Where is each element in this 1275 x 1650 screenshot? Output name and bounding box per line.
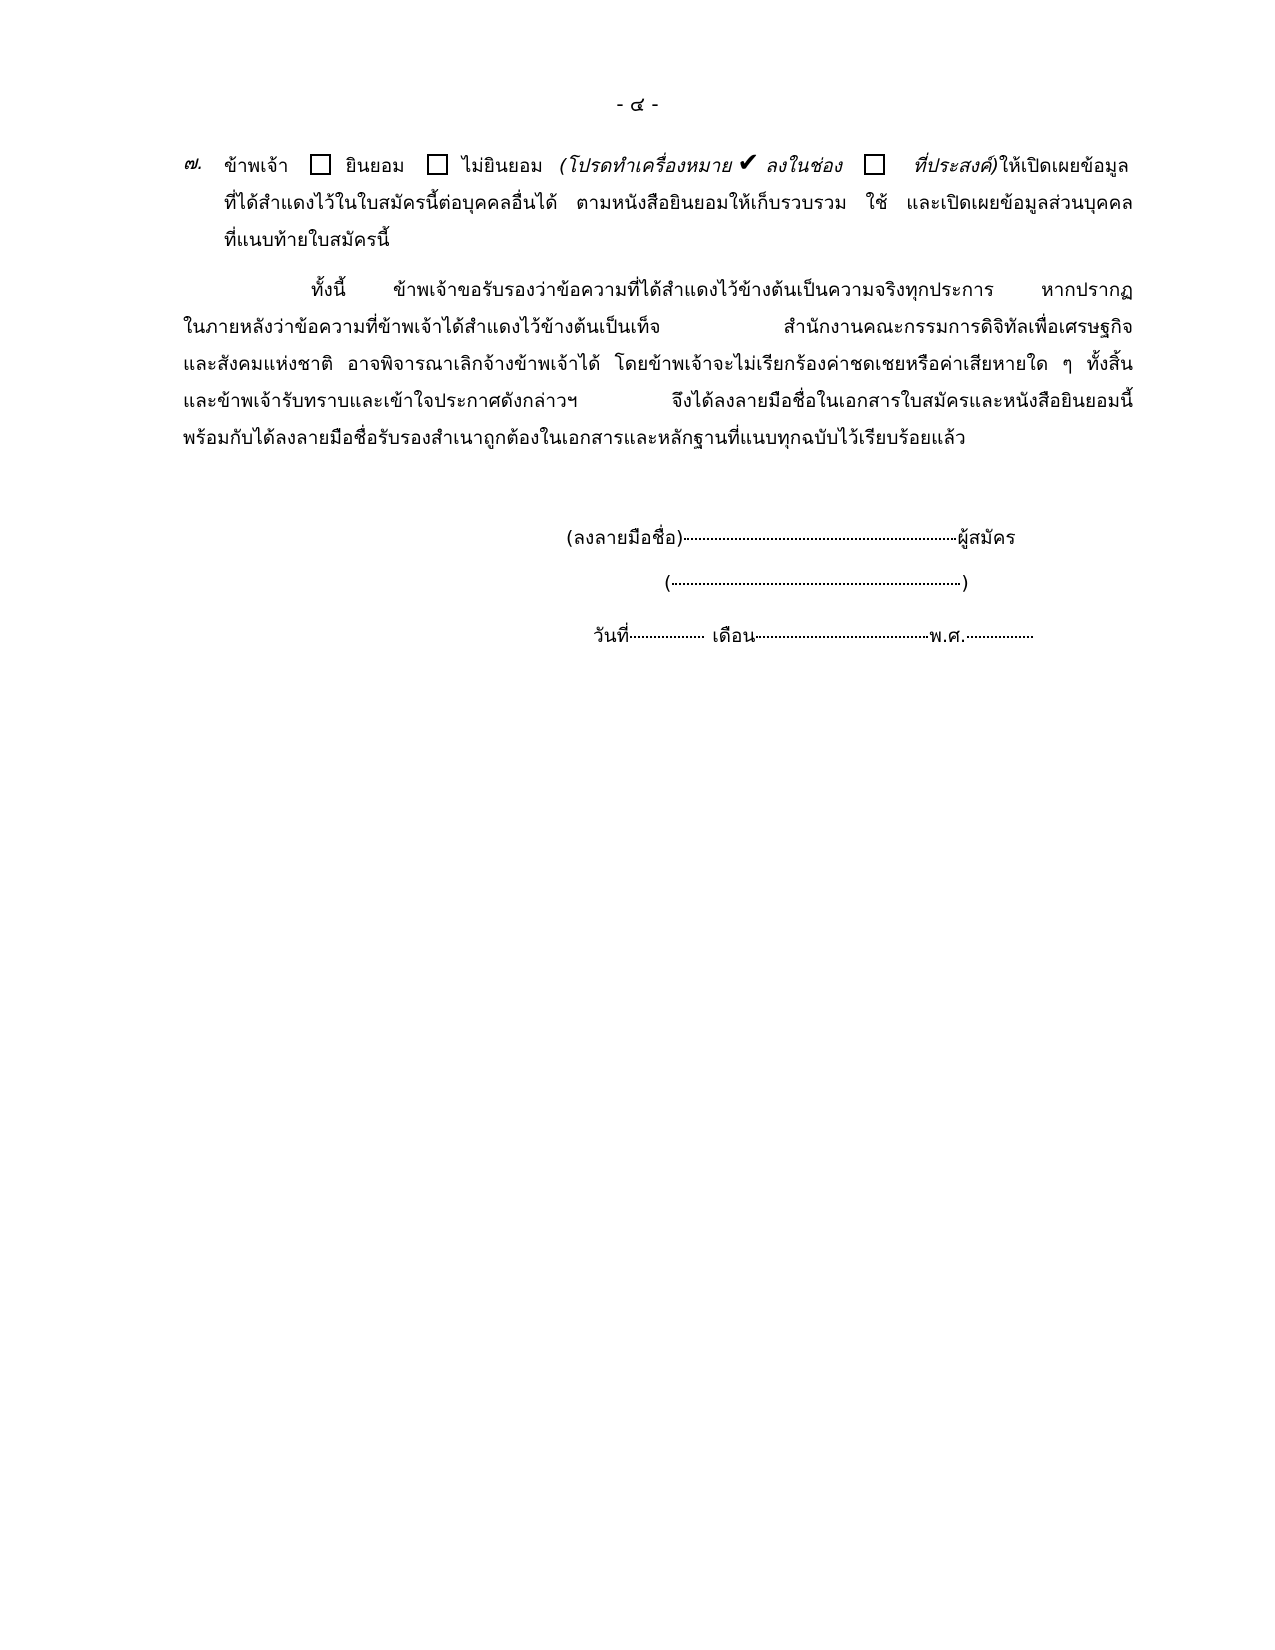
day-label: วันที่ <box>593 625 630 647</box>
certification-text: พร้อมกับได้ลงลายมือชื่อรับรองสำเนาถูกต้องในเอกสารและหลักฐานที่แนบทุกฉบับไว้เรียบร้อยแล้ว <box>183 427 966 449</box>
refuse-checkbox[interactable] <box>427 154 448 175</box>
instruction-text-c: ที่ประสงค์) <box>912 155 999 177</box>
consent-line-1 <box>224 148 1133 185</box>
printed-name-field[interactable] <box>672 582 960 585</box>
open-paren: ( <box>664 572 672 594</box>
sign-label: (ลงลายมือชื่อ) <box>566 527 684 549</box>
consent-line-3 <box>224 222 1133 259</box>
certification-line <box>183 383 1133 420</box>
day-field[interactable] <box>630 635 704 638</box>
signature-line <box>566 523 1016 553</box>
consent-line-2-text: ที่ได้สำแดงไว้ในใบสมัครนี้ต่อบุคคลอื่นได้ ตามหนังสือยินยอมให้เก็บรวบรวม ใช้ และเปิดเผยข้อมูลส่วนบุคคล <box>224 192 1133 214</box>
signature-field[interactable] <box>684 537 956 540</box>
consent-checkbox[interactable] <box>310 154 331 175</box>
refuse-option-label: ไม่ยินยอม <box>461 155 543 177</box>
consent-line-3-text: ที่แนบท้ายใบสมัครนี้ <box>224 229 390 251</box>
date-line <box>593 621 1034 651</box>
consent-lead-text: ข้าพเจ้า <box>224 155 289 177</box>
certification-line <box>183 309 1133 346</box>
certification-line <box>183 346 1133 383</box>
item-number: ๗. <box>183 152 204 174</box>
certification-paragraph <box>183 272 1133 457</box>
certification-text: ทั้งนี้ ข้าพเจ้าขอรับรองว่าข้อความที่ได้สำแดงไว้ข้างต้นเป็นความจริงทุกประการ หากปรากฏ <box>311 279 1133 301</box>
consent-line-2 <box>224 185 1133 222</box>
certification-line <box>183 420 1133 457</box>
certification-line <box>183 272 1133 309</box>
item-body <box>224 148 1133 259</box>
instruction-text-b: ลงในช่อง <box>765 155 842 177</box>
certification-text: ในภายหลังว่าข้อความที่ข้าพเจ้าได้สำแดงไว้ข้างต้นเป็นเท็จ สำนักงานคณะกรรมการดิจิทัลเพื่อเศรษฐกิจ <box>183 316 1133 338</box>
close-paren: ) <box>961 572 969 594</box>
printed-name-line <box>664 572 969 594</box>
consent-tail-text: ให้เปิดเผยข้อมูล <box>998 155 1129 177</box>
year-field[interactable] <box>967 635 1033 638</box>
certification-text: และสังคมแห่งชาติ อาจพิจารณาเลิกจ้างข้าพเจ้าได้ โดยข้าพเจ้าจะไม่เรียกร้องค่าชดเชยหรือค่าเสียหายใด ๆ ทั้งสิ้น <box>183 353 1133 375</box>
year-label: พ.ศ. <box>929 625 967 647</box>
instruction-text-a: (โปรดทำเครื่องหมาย <box>558 155 732 177</box>
certification-text: และข้าพเจ้ารับทราบและเข้าใจประกาศดังกล่าวฯ จึงได้ลงลายมือชื่อในเอกสารใบสมัครและหนังสือยินยอมนี้ <box>183 390 1133 412</box>
month-label: เดือน <box>712 625 756 647</box>
consent-option-label: ยินยอม <box>345 155 405 177</box>
month-field[interactable] <box>756 635 928 638</box>
page-number: - ๔ - <box>616 92 659 116</box>
applicant-label: ผู้สมัคร <box>957 527 1016 549</box>
example-checkbox-icon <box>864 154 885 175</box>
check-mark-icon: ✔ <box>737 148 760 178</box>
